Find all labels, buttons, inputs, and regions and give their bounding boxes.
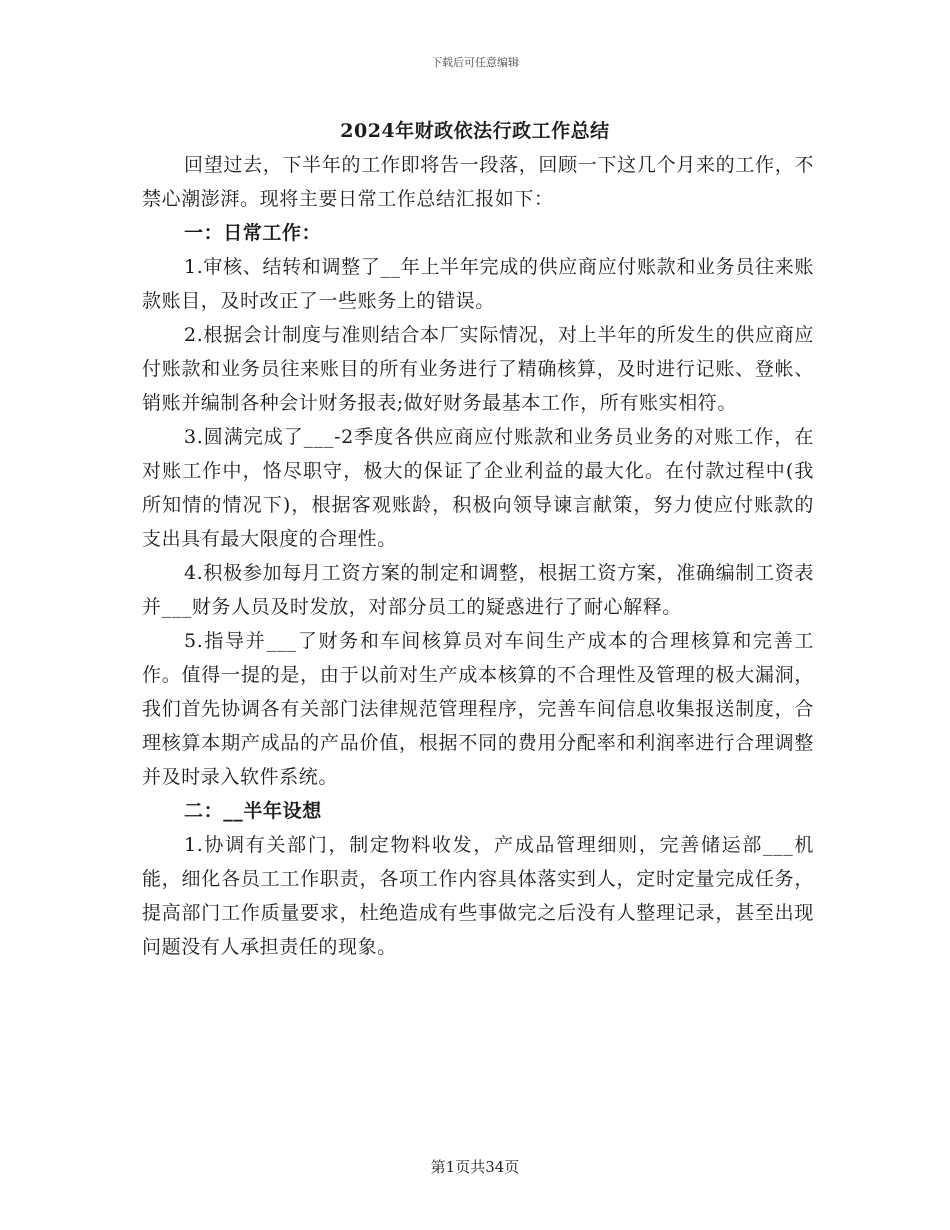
section-heading-daily-work: 一：日常工作： [184, 222, 322, 244]
paragraph-plan-1: 1.协调有关部门，制定物料收发，产成品管理细则，完善储运部___机能，细化各员工工作职责，各项工作内容具体落实到人，定时定量完成任务，提高部门工作质量要求，杜绝造成有些事做完之后没有人整理记录，甚至出现问题没有人承担责任的现象。 [142, 834, 814, 958]
document-body [142, 148, 814, 964]
paragraph-item-4: 4.积极参加每月工资方案的制定和调整，根据工资方案，准确编制工资表并___财务人员及时发放，对部分员工的疑惑进行了耐心解释。 [142, 562, 814, 618]
section-heading-plans: 二：__半年设想 [184, 800, 322, 822]
paragraph-item-3: 3.圆满完成了___-2季度各供应商应付账款和业务员业务的对账工作，在对账工作中，恪尽职守，极大的保证了企业利益的最大化。在付款过程中(我所知情的情况下)，根据客观账龄，积极向领导谏言献策，努力使应付账款的支出具有最大限度的合理性。 [142, 426, 814, 550]
paragraph-item-1: 1.审核、结转和调整了__年上半年完成的供应商应付账款和业务员往来账款账目，及时改正了一些账务上的错误。 [142, 256, 814, 312]
document-title: 2024年财政依法行政工作总结 [340, 120, 610, 142]
intro-paragraph: 回望过去，下半年的工作即将告一段落，回顾一下这几个月来的工作，不禁心潮澎湃。现将主要日常工作总结汇报如下： [142, 154, 814, 210]
page-number: 第1页共34页 [430, 1158, 520, 1176]
header-note: 下载后可任意编辑 [431, 56, 519, 69]
paragraph-item-5: 5.指导并___了财务和车间核算员对车间生产成本的合理核算和完善工作。值得一提的是，由于以前对生产成本核算的不合理性及管理的极大漏洞，我们首先协调各有关部门法律规范管理程序，完善车间信息收集报送制度，合理核算本期产成品的产品价值，根据不同的费用分配率和利润率进行合理调整并及时录入软件系统。 [142, 630, 814, 788]
paragraph-item-2: 2.根据会计制度与准则结合本厂实际情况，对上半年的所发生的供应商应付账款和业务员往来账目的所有业务进行了精确核算，及时进行记账、登帐、销账并编制各种会计财务报表;做好财务最基本工作，所有账实相符。 [142, 324, 814, 414]
